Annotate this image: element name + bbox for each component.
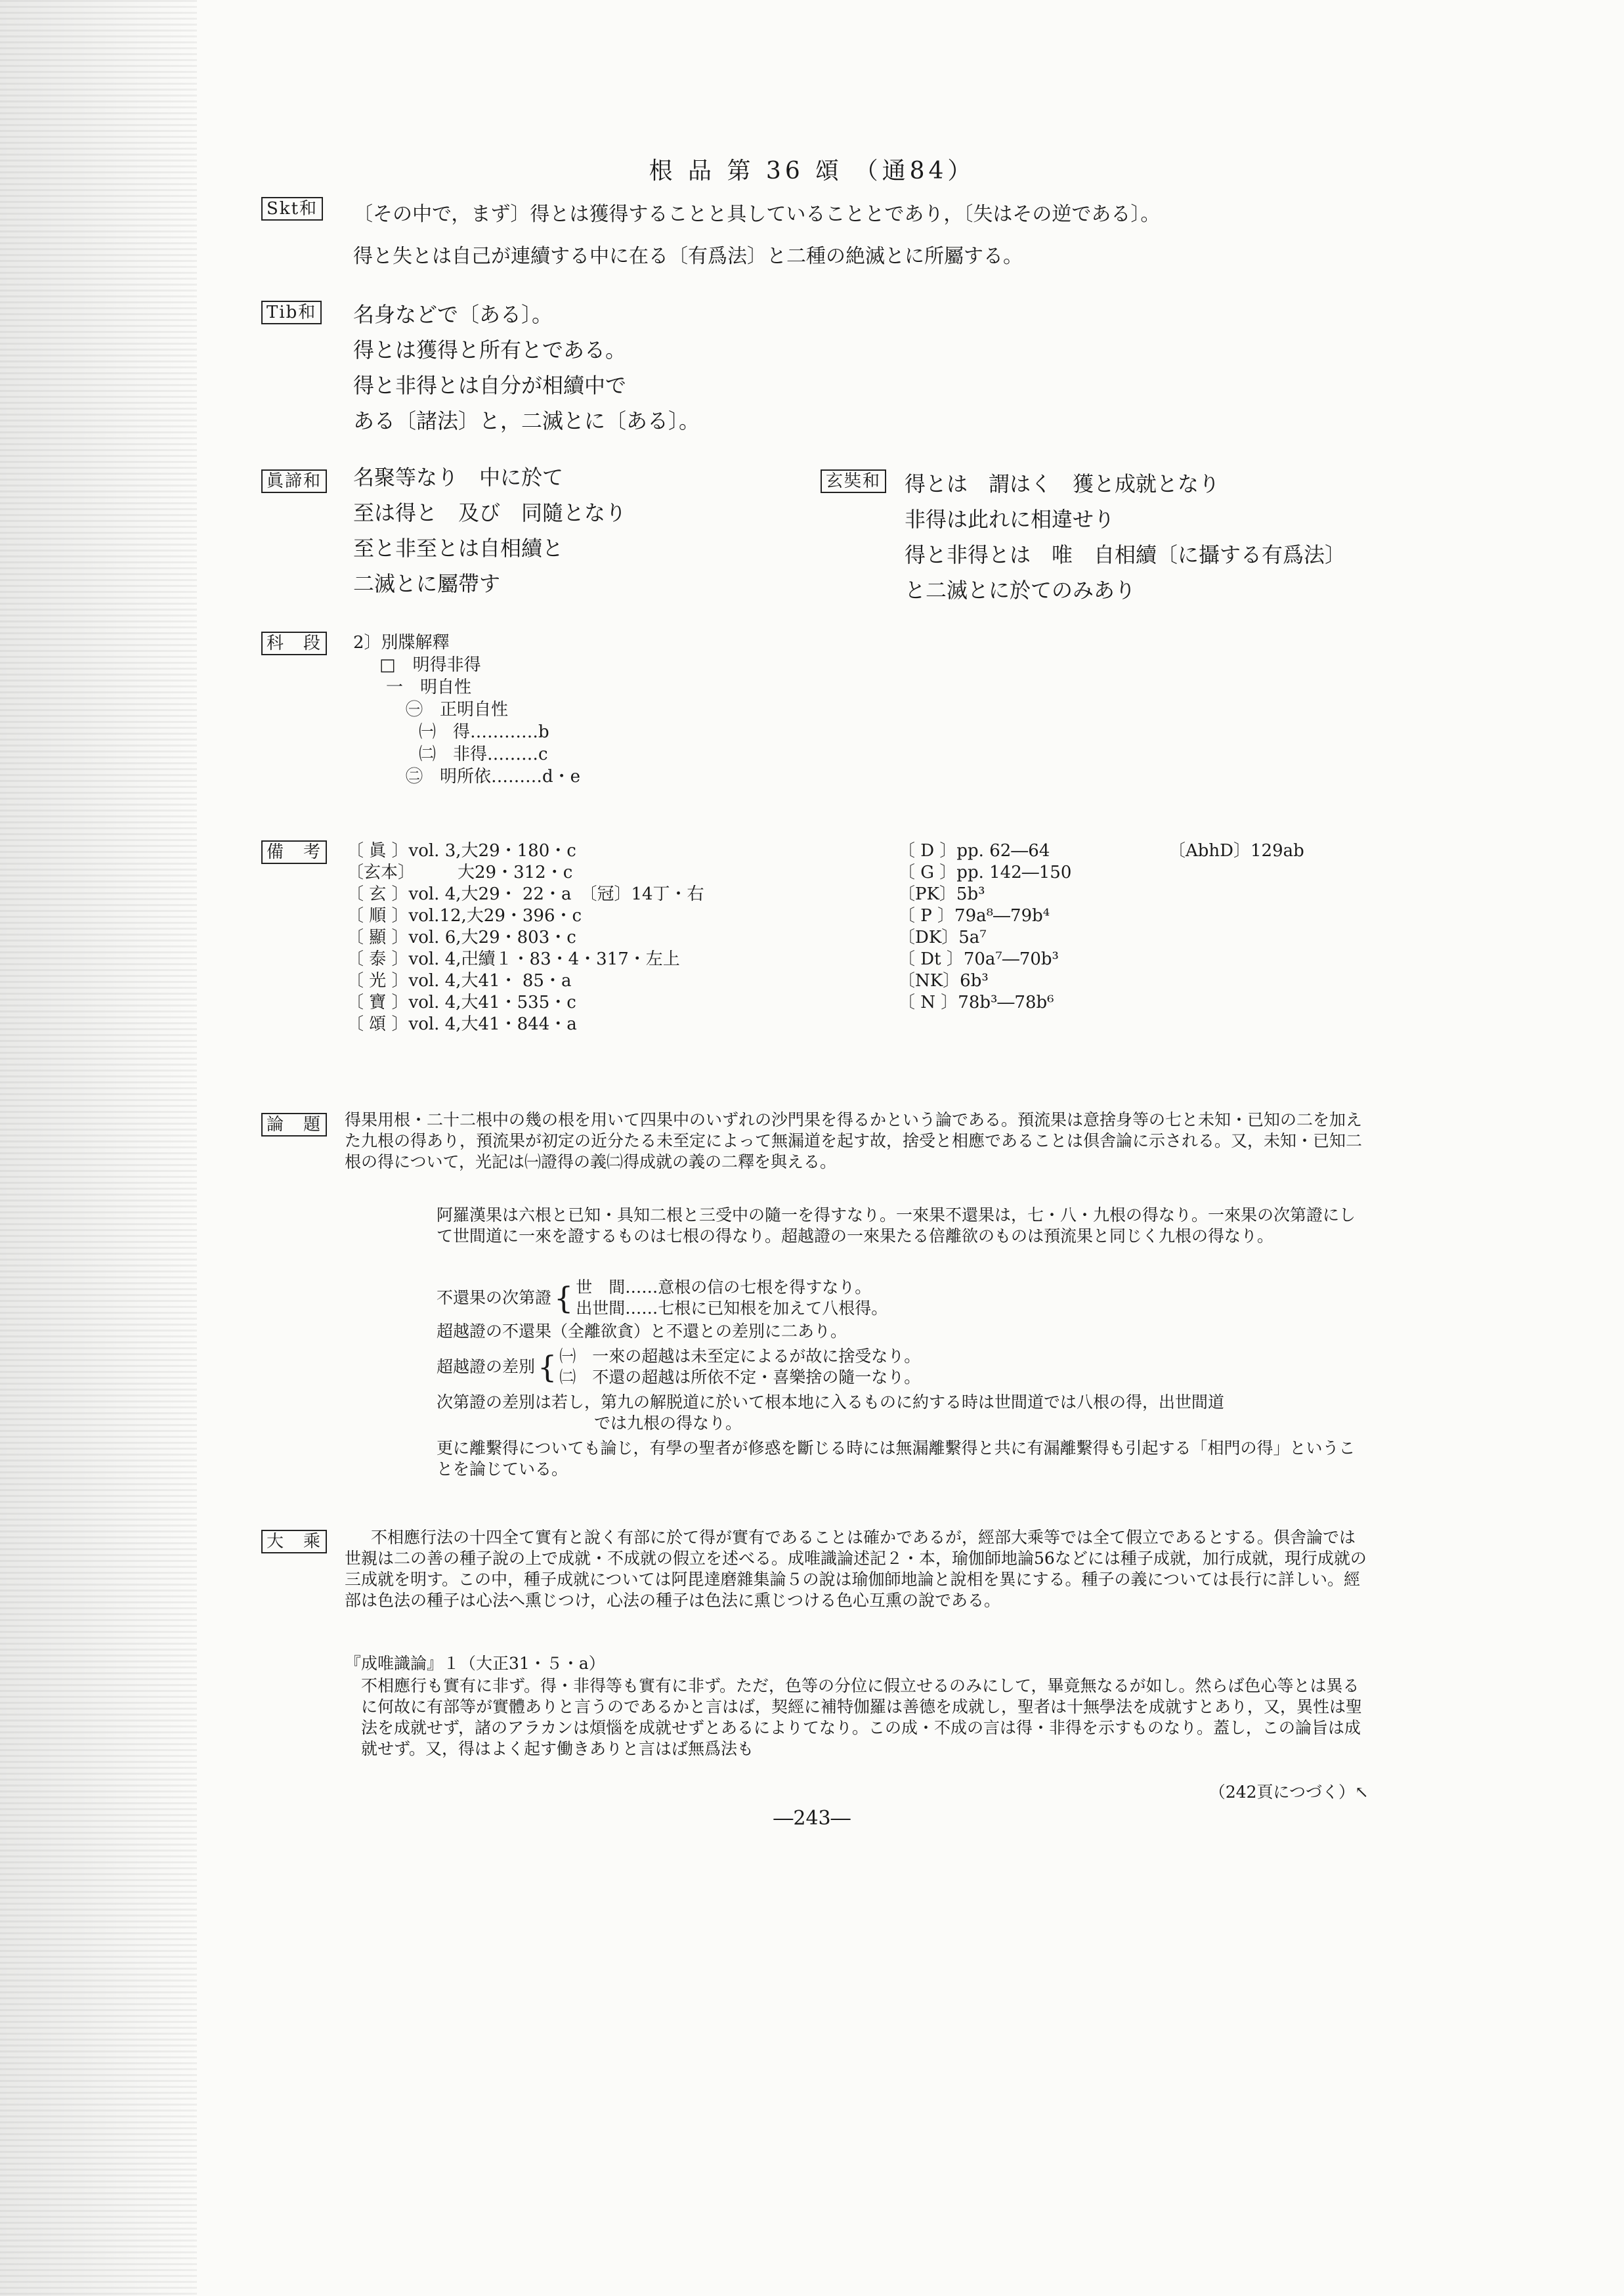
fugen-label: 不還果の次第證	[437, 1288, 552, 1307]
ronndai-p2: 阿羅漢果は六根と已知・具知二根と三受中の隨一を得すなり。一來果不還果は，七・八・九根の得なり。一來果の次第證にして世間道に一來を證するものは七根の得なり。超越證の一來果たる倍離欲のものは預流果と同じく九根の得なり。	[437, 1205, 1356, 1245]
ref-item: 〔 頌 〕vol. 4,大41・844・a	[347, 1014, 577, 1034]
ref-item: 〔 D 〕pp. 62―64	[898, 841, 1050, 861]
kadan-outline	[353, 632, 580, 788]
tib-line: 得とは獲得と所有とである。	[353, 337, 627, 362]
chouotsu-block	[437, 1346, 1369, 1388]
ref-item: 〔 眞 〕vol. 3,大29・180・c	[347, 841, 576, 861]
biko-tag: 備 考	[261, 840, 327, 864]
ronndai-p3: 超越證の不還果（全離欲貪）と不還との差別に二あり。	[437, 1322, 847, 1341]
taijo-p2: 不相應行も實有に非ず。得・非得等も實有に非ず。ただ，色等の分位に假立せるのみにして，畢竟無なるが如し。然らば色心等とは異るに何故に有部等が實體ありと言うのであるかと言はば，契經に補特伽羅は善德を成就し，聖者は十無學法を成就すとあり，又，異性は聖法を成就せず，諸のアラカンは煩惱を成就せずとあるによりてなり。この成・不成の言は得・非得を示すものなり。蓋し，この論旨は成就せず。又，得はよく起す働きありと言はば無爲法も	[361, 1676, 1363, 1758]
ref-item: 〔 P 〕79a⁸―79b⁴	[898, 906, 1050, 926]
ref-item: 〔 N 〕78b³―78b⁶	[898, 993, 1054, 1012]
ref-item: 〔DK〕5a⁷	[898, 928, 987, 947]
genjo-tag: 玄奘和	[821, 469, 886, 493]
ref-item: 〔 G 〕pp. 142―150	[898, 863, 1072, 882]
ref-item: 〔 光 〕vol. 4,大41・ 85・a	[347, 971, 572, 991]
kadan-item: ㈠ 得…………b	[419, 722, 549, 742]
shindai-line: 至は得と 及び 同隨となり	[353, 500, 627, 525]
skt-line: 〔その中で，まず〕得とは獲得することと具していることとであり，〔失はその逆である〕。	[353, 203, 1161, 226]
genjo-line: と二滅とに於てのみあり	[905, 578, 1136, 603]
kadan-item: □ 明得非得	[379, 655, 481, 675]
tib-tag: Tib和	[261, 301, 322, 324]
fugen-block	[437, 1277, 1369, 1319]
kadan-item: ㈡ 非得………c	[419, 745, 548, 764]
ronndai-p4a: 次第證の差別は若し，第九の解脱道に於いて根本地に入るものに約する時は世間道では八根の得，出世間道	[437, 1393, 1225, 1412]
chouotsu-label: 超越證の差別	[437, 1357, 536, 1376]
abhd-ref: 〔AbhD〕129ab	[1168, 841, 1304, 861]
chouotsu-item: ㈡ 不還の超越は所依不定・喜樂捨の隨一なり。	[559, 1368, 921, 1387]
shindai-line: 至と非至とは自相續と	[353, 536, 564, 561]
ref-item: 〔玄本〕 大29・312・c	[347, 863, 573, 882]
ref-item: 〔NK〕6b³	[898, 971, 989, 991]
genjo-line: 非得は此れに相違せり	[905, 507, 1115, 532]
biko-left-list	[347, 840, 704, 1035]
taijo-citation: 『成唯識論』１（大正31・５・a）	[345, 1654, 605, 1673]
ref-item: 〔PK〕5b³	[898, 884, 985, 904]
ronndai-tag: 論 題	[261, 1113, 327, 1137]
page-title: 根 品 第 36 頌 （通84）	[649, 158, 975, 184]
tib-line: 得と非得とは自分が相續中で	[353, 373, 627, 398]
ref-item: 〔 順 〕vol.12,大29・396・c	[347, 906, 582, 926]
shindai-tag: 眞諦和	[261, 469, 327, 493]
skt-text	[353, 194, 1160, 278]
skt-line: 得と失とは自己が連續する中に在る〔有爲法〕と二種の絶滅とに所屬する。	[353, 245, 1023, 268]
taijo-tag: 大 乘	[261, 1530, 327, 1553]
genjo-text	[905, 466, 1346, 608]
ref-item: 〔 Dt 〕70a⁷―70b³	[898, 949, 1059, 969]
brace-mark: {	[554, 1280, 574, 1316]
ref-item: 〔 玄 〕vol. 4,大29・ 22・a 〔冠〕14丁・右	[347, 884, 704, 904]
brace-mark: {	[538, 1349, 557, 1385]
kadan-item: 2〕別牒解釋	[353, 633, 450, 653]
fugen-item: 出世間……七根に已知根を加えて八根得。	[576, 1299, 888, 1318]
genjo-line: 得と非得とは 唯 自相續〔に攝する有爲法〕	[905, 542, 1346, 567]
ref-item: 〔 泰 〕vol. 4,卍續１・83・4・317・左上	[347, 949, 680, 969]
kadan-tag: 科 段	[261, 632, 327, 655]
kadan-item: 一 明自性	[386, 678, 472, 697]
tib-line: ある〔諸法〕と，二滅とに〔ある〕。	[353, 408, 700, 433]
ref-item: 〔 顯 〕vol. 6,大29・803・c	[347, 928, 576, 947]
chouotsu-item: ㈠ 一來の超越は未至定によるが故に捨受なり。	[559, 1347, 921, 1366]
tib-text	[353, 297, 700, 439]
skt-tag: Skt和	[261, 197, 323, 221]
genjo-line: 得とは 謂はく 獲と成就となり	[905, 471, 1220, 496]
fugen-item: 世 間……意根の信の七根を得すなり。	[576, 1278, 872, 1297]
shindai-text	[353, 460, 626, 601]
scan-margin-shadow	[0, 0, 197, 2296]
continued-note: （242頁につづく）↖	[1208, 1783, 1369, 1802]
ronndai-p4b: では九根の得なり。	[594, 1414, 742, 1433]
shindai-line: 二滅とに屬帶す	[353, 571, 501, 596]
shindai-line: 名聚等なり 中に於て	[353, 465, 564, 490]
kadan-item: ㊁ 明所依………d・e	[406, 767, 581, 787]
biko-right-list	[898, 840, 1071, 1014]
page-number: ―243―	[773, 1807, 851, 1830]
kadan-item: ㊀ 正明自性	[406, 700, 509, 720]
ronndai-p5: 更に離繫得についても論じ，有學の聖者が修惑を斷じる時には無漏離繫得と共に有漏離繫得も引起する「相門の得」ということを論じている。	[437, 1439, 1356, 1479]
taijo-p1: 不相應行法の十四全て實有と說く有部に於て得が實有であることは確かであるが，經部大乘等では全て假立であるとする。倶舎論では世親は二の善の種子說の上で成就・不成就の假立を述べる。成唯識論述記２・本，瑜伽師地論56などには種子成就，加行成就，現行成就の三成就を明す。この中，種子成就については阿毘達磨雜集論５の說は瑜伽師地論と說相を異にする。種子の義については長行に詳しい。經部は色法の種子は心法へ熏じつけ，心法の種子は色法に熏じつける色心互熏の說である。	[345, 1528, 1367, 1610]
ref-item: 〔 寶 〕vol. 4,大41・535・c	[347, 993, 576, 1012]
ronndai-p1: 得果用根・二十二根中の幾の根を用いて四果中のいずれの沙門果を得るかという論である。預流果は意捨身等の七と未知・已知の二を加えた九根の得あり，預流果が初定の近分たる未至定によって無漏道を起す故，捨受と相應であることは倶舎論に示される。又，未知・已知二根の得について，光記は㈠證得の義㈡得成就の義の二釋を與える。	[345, 1110, 1363, 1171]
tib-line: 名身などで〔ある〕。	[353, 302, 553, 327]
